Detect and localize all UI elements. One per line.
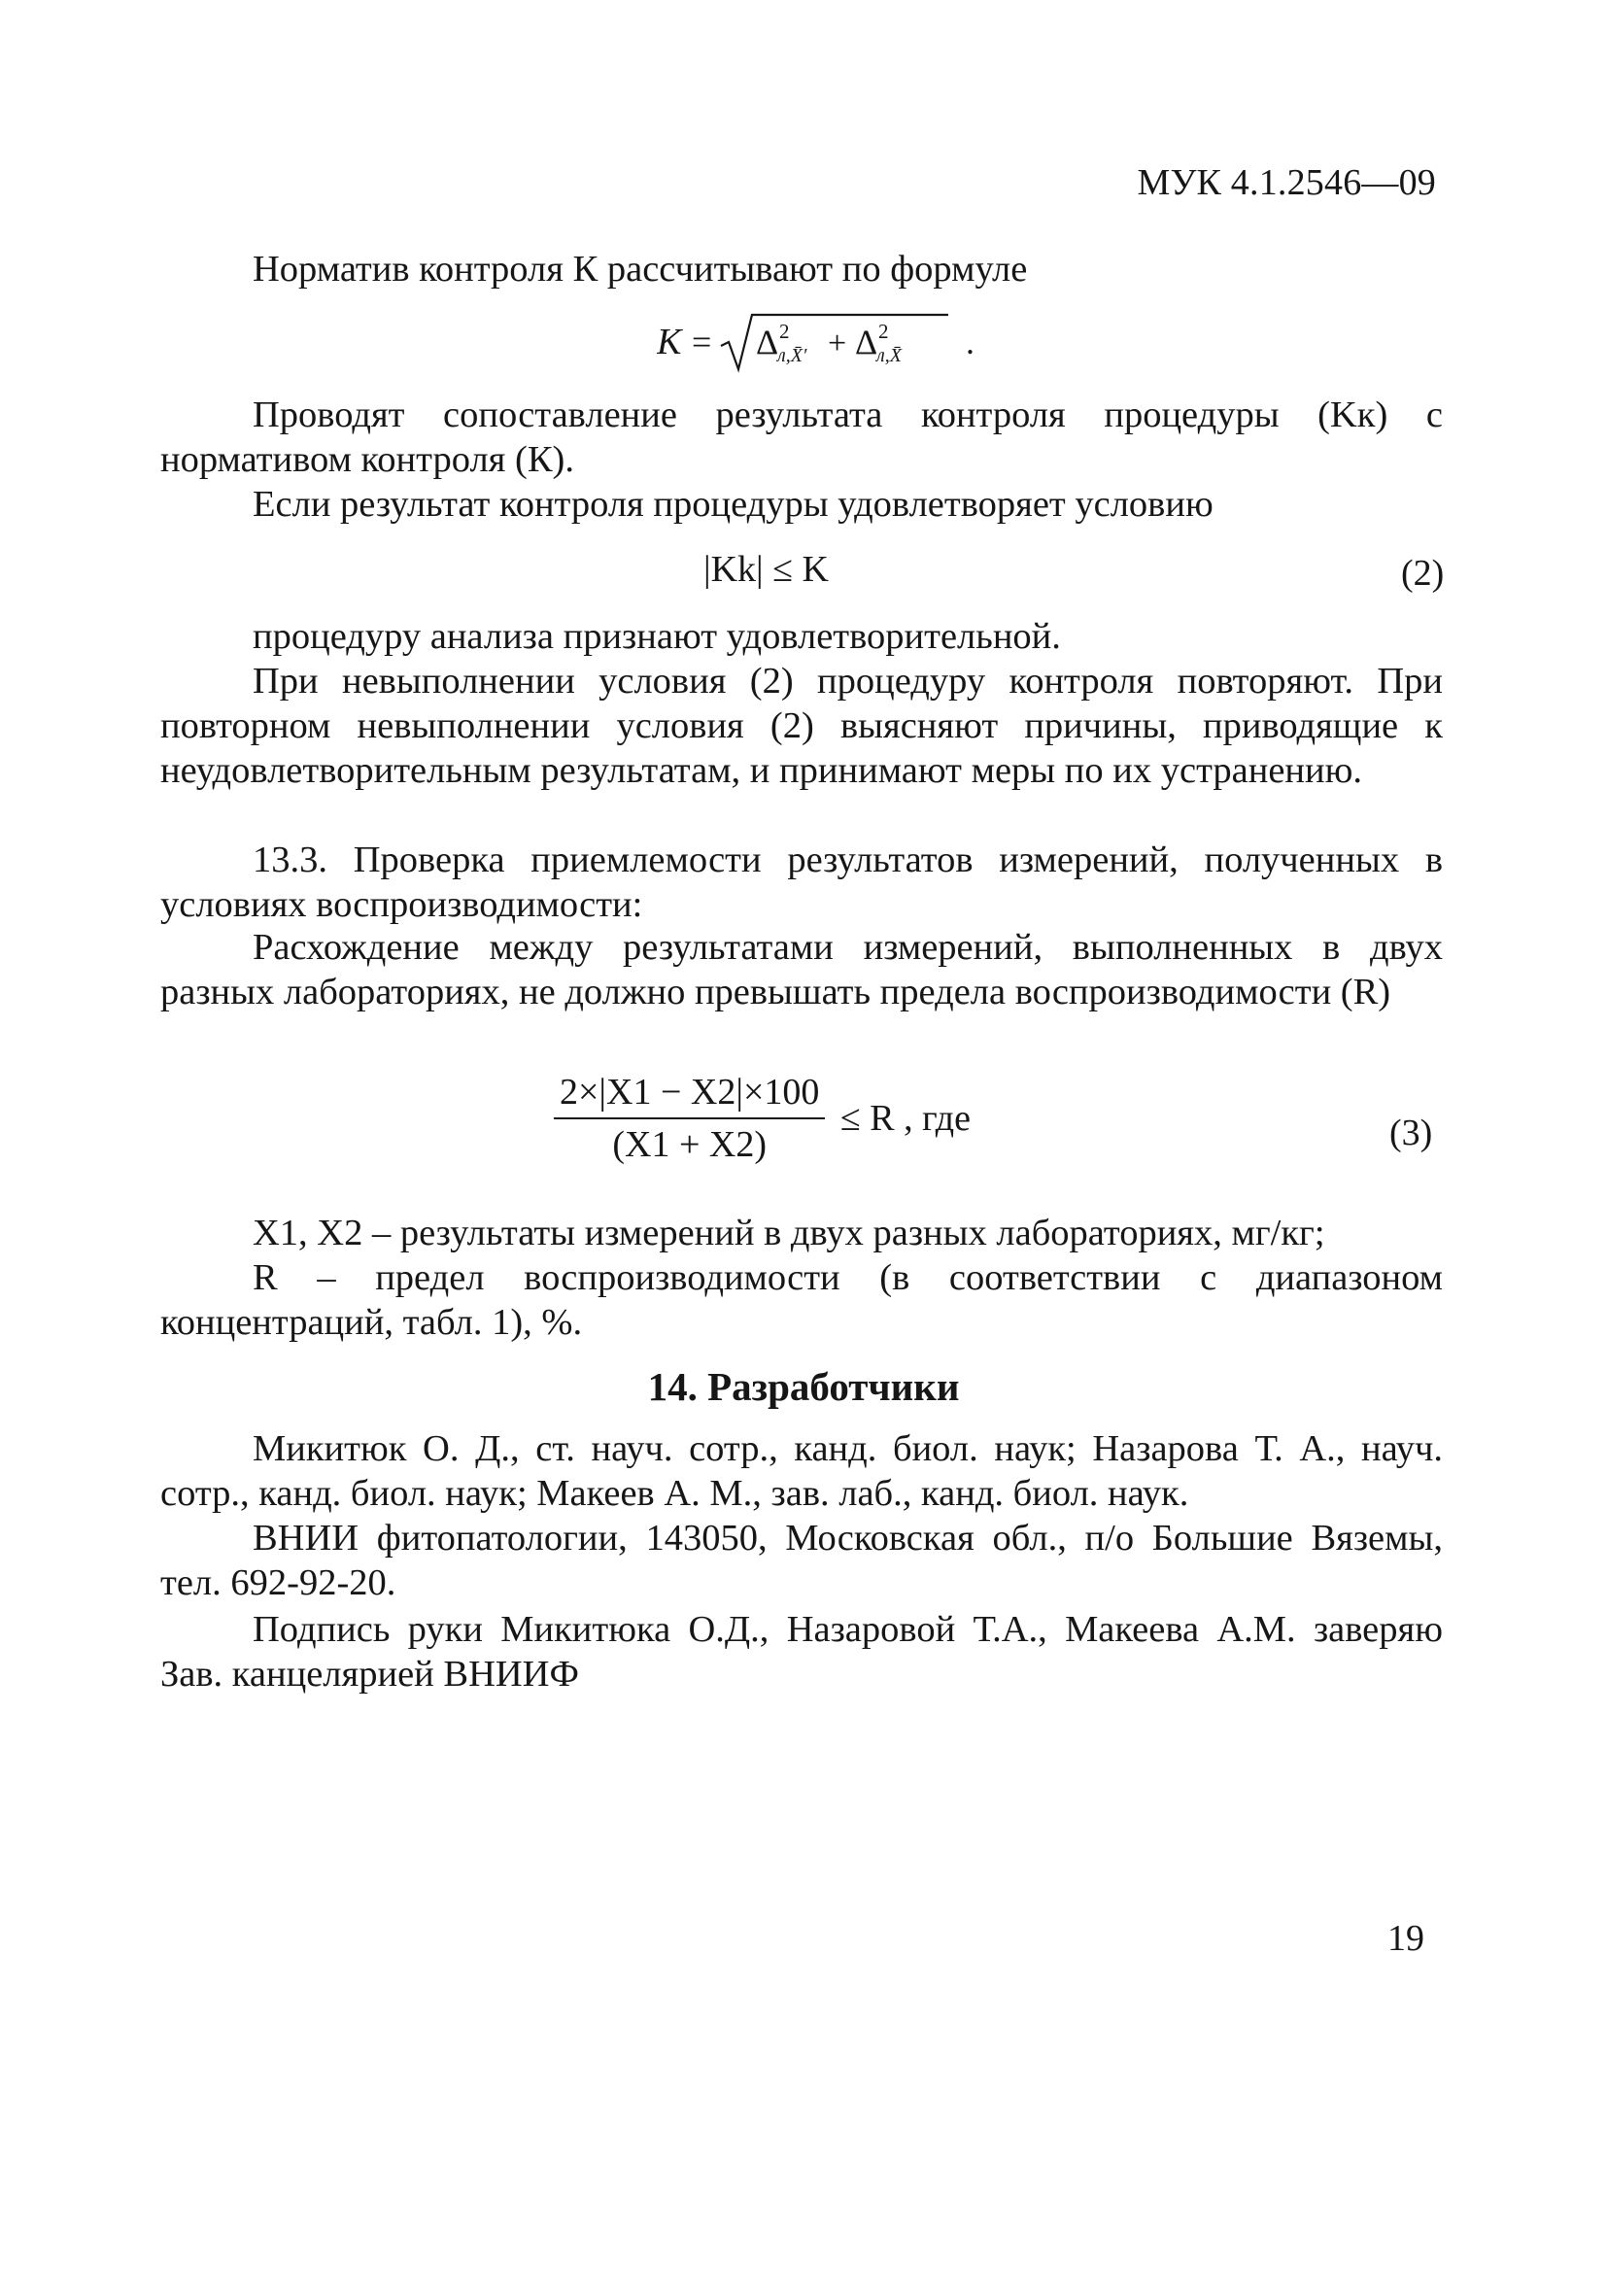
svg-text:2: 2	[779, 320, 790, 343]
paragraph-developers-names: Микитюк О. Д., ст. науч. сотр., канд. биол. наук; Назарова Т. А., науч. сотр., канд. биол. наук; Макеев А. М., зав. лаб., канд. биол. наук.	[160, 1428, 1443, 1514]
page-number: 19	[1387, 1918, 1424, 1959]
paragraph-diverge: Расхождение между результатами измерений, выполненных в двух разных лабораториях, не должно превышать предела воспроизводимости (R)	[160, 927, 1443, 1012]
svg-text:Δ: Δ	[855, 323, 878, 361]
paragraph-accepted: процедуру анализа признают удовлетворительной.	[253, 616, 1061, 657]
formula-k	[657, 311, 1007, 373]
paragraph-developers-signature: Подпись руки Микитюка О.Д., Назаровой Т.А., Макеева А.М. заверяю Зав. канцелярией ВНИИФ	[160, 1609, 1443, 1695]
paragraph-fail: При невыполнении условия (2) процедуру контроля повторяют. При повторном невыполнении условия (2) выясняют причины, приводящие к неудовлетворительным результатам, и принимают меры по их устранению.	[160, 661, 1443, 791]
section-heading-developers: 14. Разработчики	[647, 1364, 960, 1409]
svg-text:л,X̄: л,X̄	[876, 345, 902, 366]
formula-k-graphic	[657, 311, 1007, 373]
paragraph-13-3: 13.3. Проверка приемлемости результатов измерений, полученных в условиях воспроизводимости:	[160, 840, 1443, 925]
paragraph-x1x2: X1, X2 – результаты измерений в двух разных лабораториях, мг/кг;	[253, 1213, 1325, 1253]
svg-text:=: =	[692, 323, 712, 361]
paragraph-developers-institute: ВНИИ фитопатологии, 143050, Московская обл., п/о Большие Вяземы, тел. 692-92-20.	[160, 1518, 1443, 1603]
paragraph-norm: Норматив контроля К рассчитывают по формуле	[253, 249, 1028, 290]
paragraph-r: R – предел воспроизводимости (в соответствии с диапазоном концентраций, табл. 1), %.	[160, 1257, 1443, 1343]
svg-text:+: +	[828, 326, 847, 361]
formula-denominator: (X1 + X2)	[612, 1124, 768, 1165]
formula-numerator: 2×|X1 − X2|×100	[554, 1071, 825, 1119]
formula-tail: ≤ R , где	[839, 1098, 972, 1139]
formula-fraction	[554, 1071, 825, 1166]
svg-text:л,X̄′: л,X̄′	[777, 345, 807, 366]
document-code: МУК 4.1.2546—09	[1137, 162, 1436, 203]
svg-text:Δ: Δ	[756, 323, 779, 361]
formula-kk-condition: |Kk| ≤ K	[703, 549, 829, 590]
paragraph-compare: Проводят сопоставление результата контроля процедуры (Kк) с нормативом контроля (К).	[160, 394, 1443, 480]
svg-text:.: .	[966, 323, 974, 361]
svg-text:2: 2	[878, 320, 889, 343]
paragraph-if: Если результат контроля процедуры удовлетворяет условию	[253, 484, 1214, 525]
equation-number-2: (2)	[1401, 553, 1445, 594]
formula-reproducibility	[554, 1071, 971, 1166]
svg-text:K: K	[657, 322, 682, 362]
equation-number-3: (3)	[1389, 1113, 1433, 1153]
